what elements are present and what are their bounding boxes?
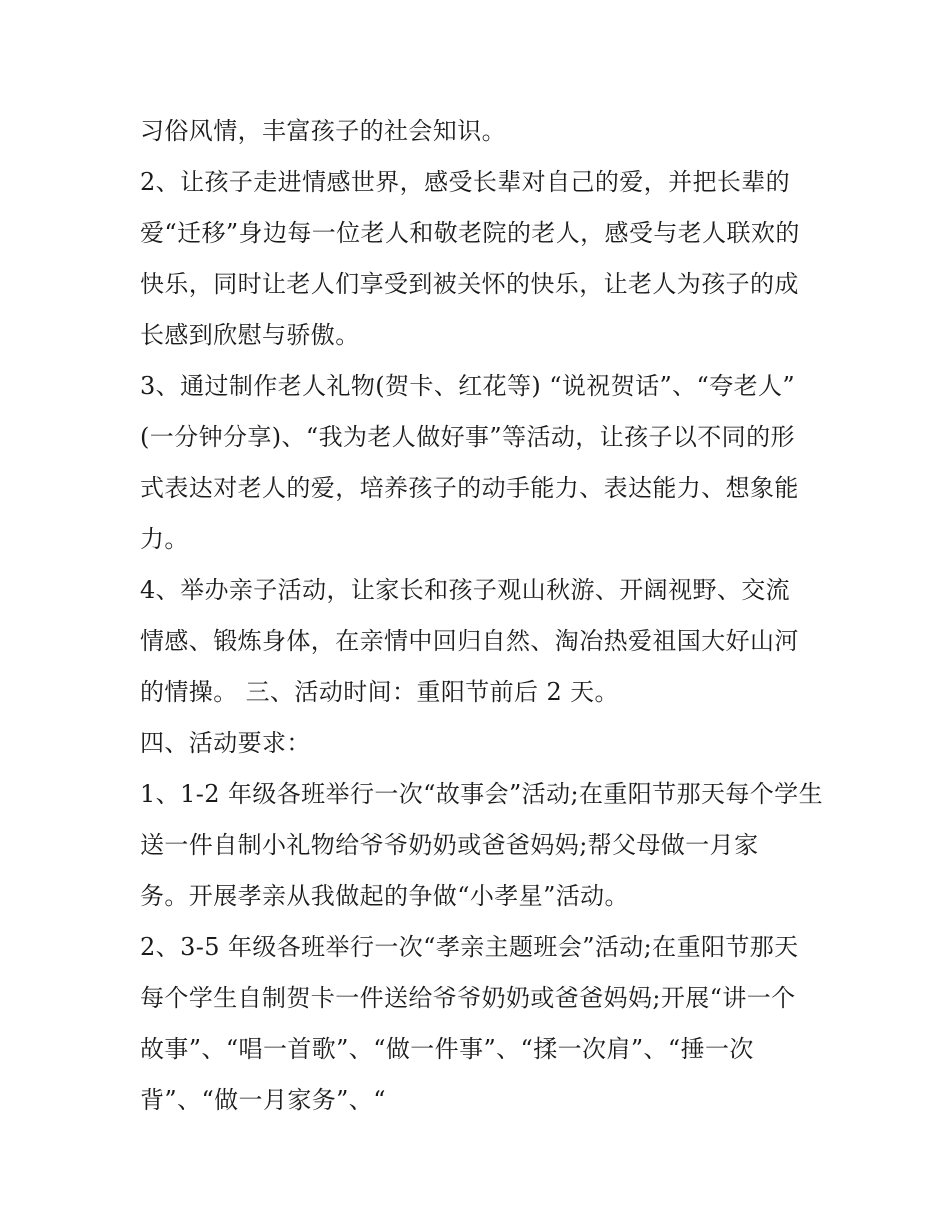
text-line: 送一件自制小礼物给爷爷奶奶或爸爸妈妈;帮父母做一月家 bbox=[140, 831, 759, 859]
text-line: 1、1-2 年级各班举行一次“故事会”活动;在重阳节那天每个学生 bbox=[140, 780, 823, 808]
text-line: (一分钟分享)、“我为老人做好事”等活动，让孩子以不同的形 bbox=[140, 423, 795, 451]
text-line: 背”、“做一月家务”、“ bbox=[140, 1086, 386, 1114]
text-line: 的情操。 三、活动时间：重阳节前后 2 天。 bbox=[140, 678, 619, 706]
text-line: 快乐，同时让老人们享受到被关怀的快乐，让老人为孩子的成 bbox=[140, 270, 799, 298]
text-line: 力。 bbox=[140, 525, 189, 553]
body-text bbox=[140, 106, 823, 1126]
text-line: 2、让孩子走进情感世界，感受长辈对自己的爱，并把长辈的 bbox=[140, 168, 791, 196]
text-line: 务。开展孝亲从我做起的争做“小孝星”活动。 bbox=[140, 882, 629, 910]
text-line: 故事”、“唱一首歌”、“做一件事”、“揉一次肩”、“捶一次 bbox=[140, 1035, 754, 1063]
text-line: 四、活动要求： bbox=[140, 729, 311, 757]
text-line: 4、举办亲子活动，让家长和孩子观山秋游、开阔视野、交流 bbox=[140, 576, 791, 604]
text-line: 3、通过制作老人礼物(贺卡、红花等) “说祝贺话”、“夸老人” bbox=[140, 372, 796, 400]
text-line: 爱“迁移”身边每一位老人和敬老院的老人，感受与老人联欢的 bbox=[140, 219, 800, 247]
text-line: 长感到欣慰与骄傲。 bbox=[140, 321, 360, 349]
text-line: 情感、锻炼身体，在亲情中回归自然、淘冶热爱祖国大好山河 bbox=[140, 627, 799, 655]
text-line: 2、3-5 年级各班举行一次“孝亲主题班会”活动;在重阳节那天 bbox=[140, 933, 799, 961]
text-line: 习俗风情，丰富孩子的社会知识。 bbox=[140, 117, 506, 145]
text-line: 每个学生自制贺卡一件送给爷爷奶奶或爸爸妈妈;开展“讲一个 bbox=[140, 984, 796, 1012]
text-line: 式表达对老人的爱，培养孩子的动手能力、表达能力、想象能 bbox=[140, 474, 799, 502]
